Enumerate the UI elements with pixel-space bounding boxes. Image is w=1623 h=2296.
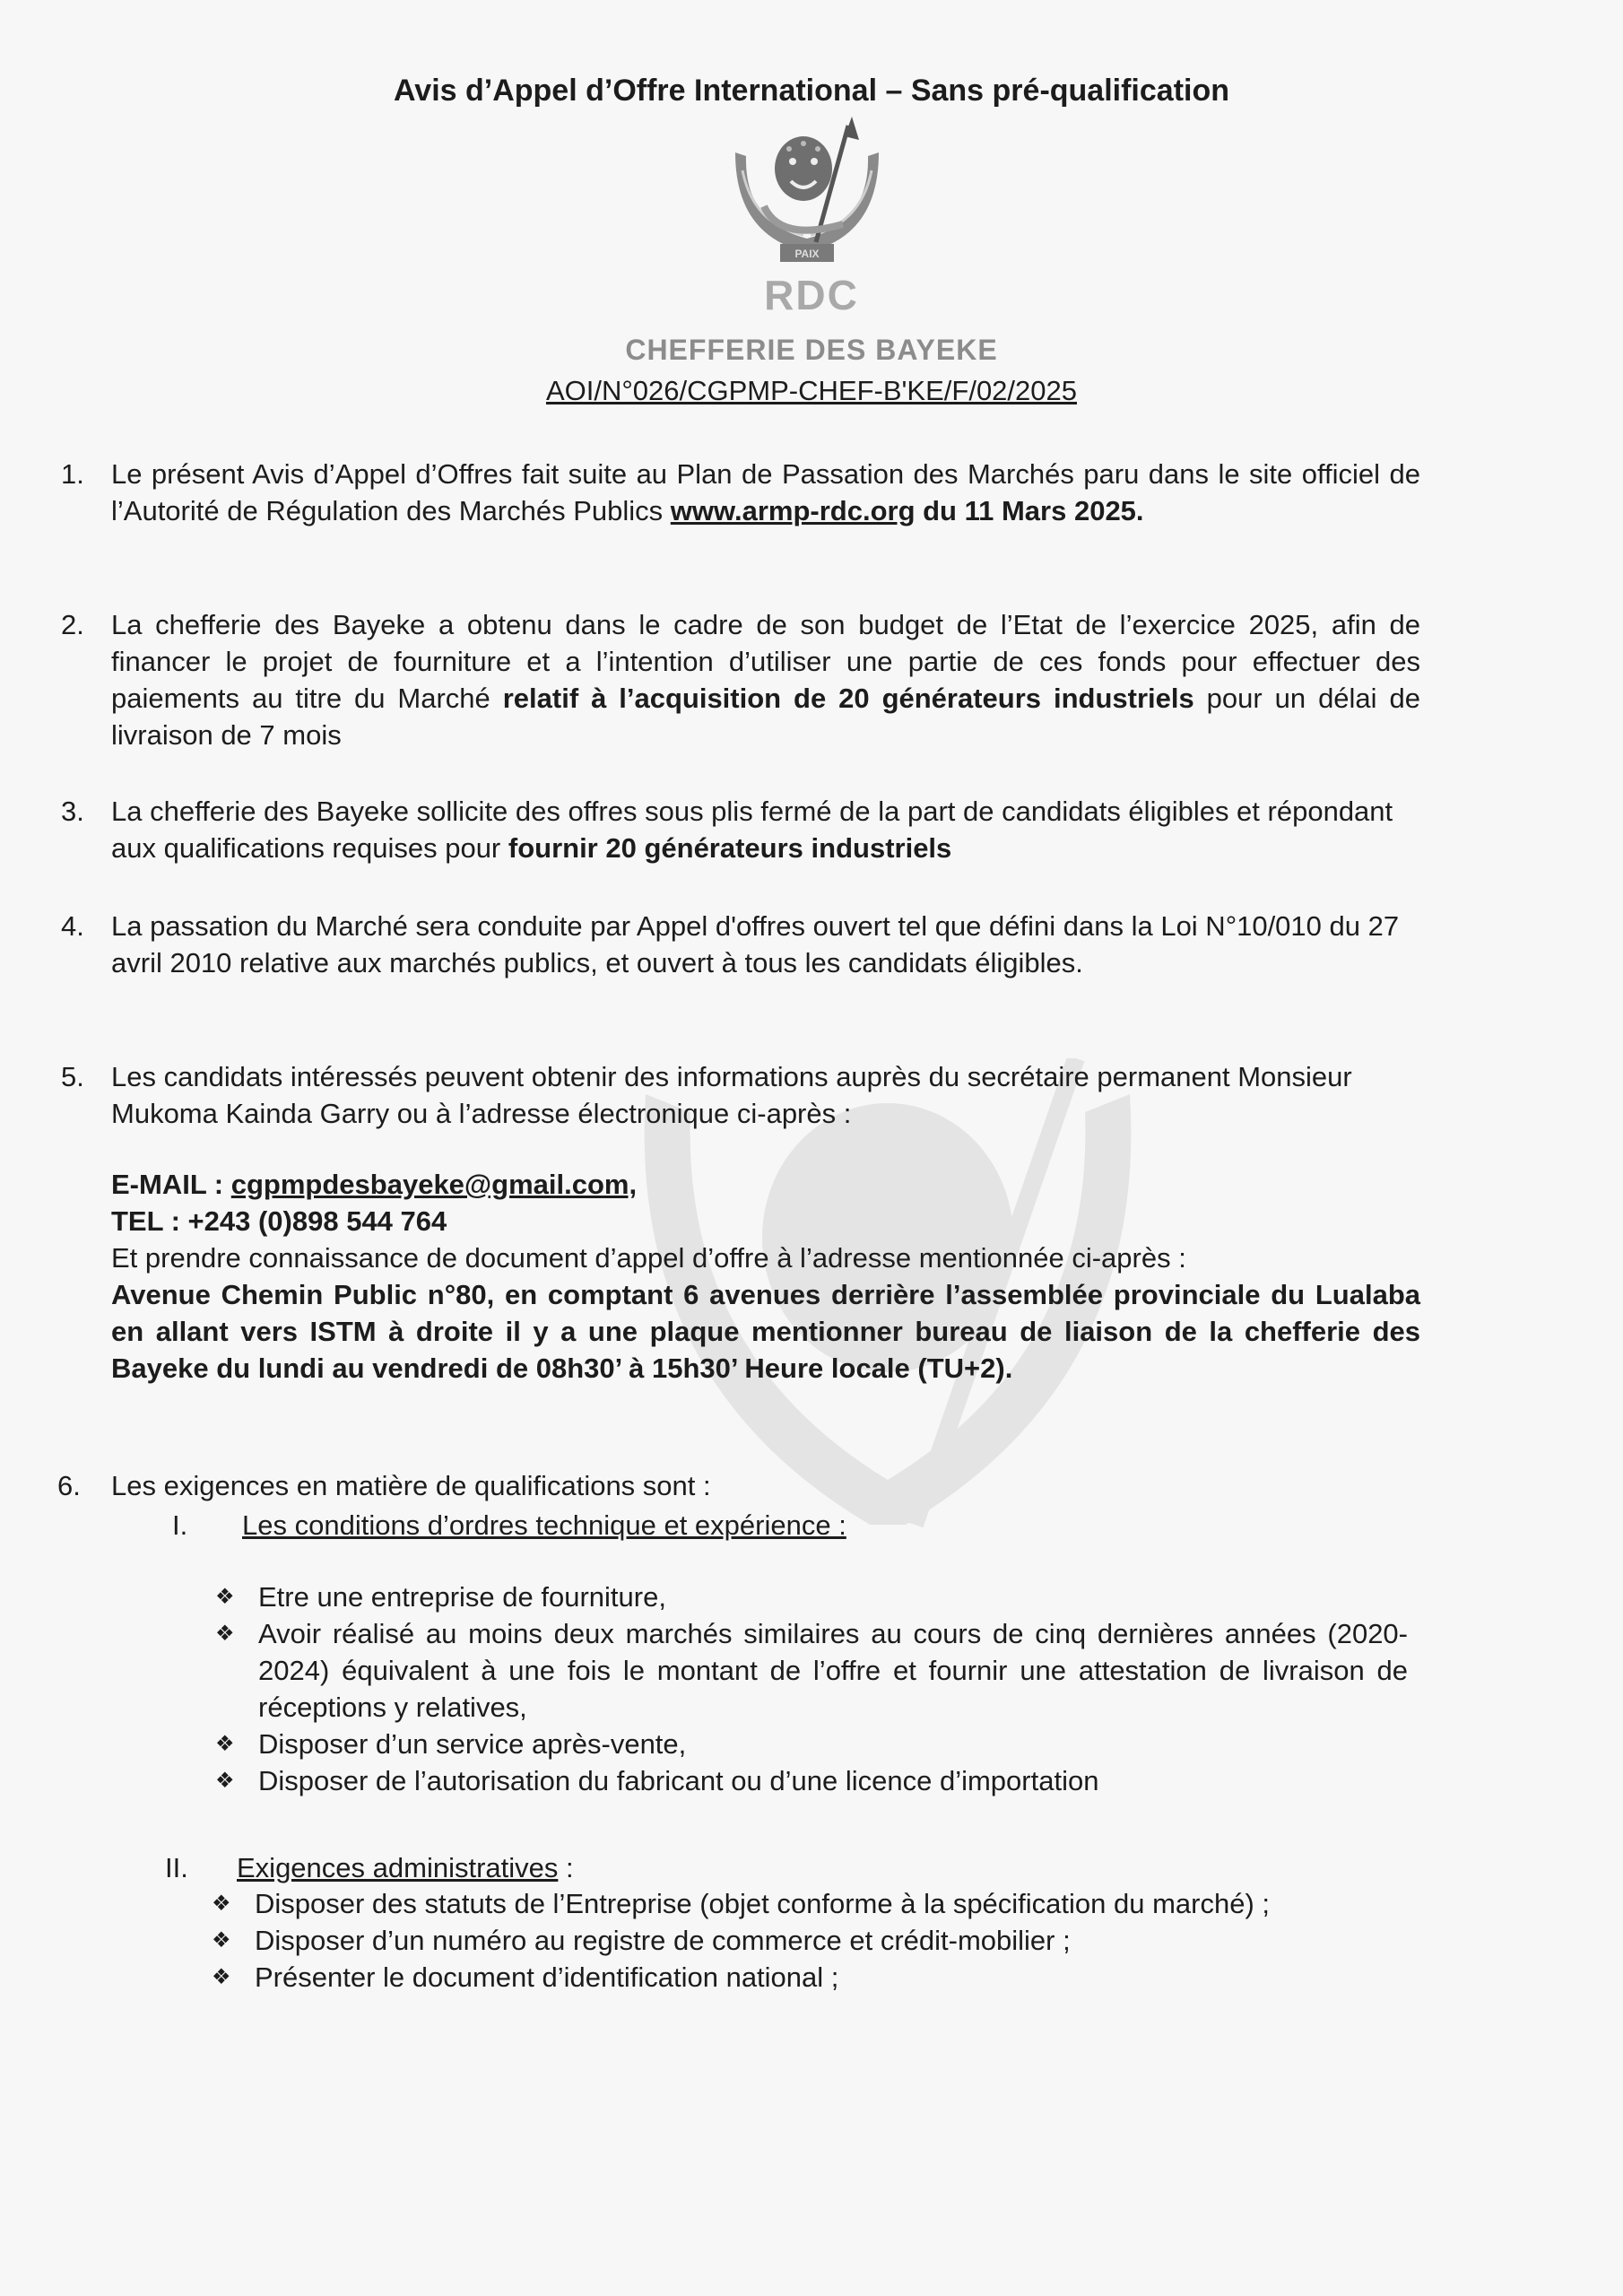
- list-item: ❖ Avoir réalisé au moins deux marchés similaires au cours de cinq dernières années (2020-2024) équivalent à une fois le montant de l’offre et fournir une attestation de livraison de réceptions y relatives,: [215, 1615, 1408, 1726]
- telephone: TEL : +243 (0)898 544 764: [111, 1205, 447, 1237]
- address: Avenue Chemin Public n°80, en comptant 6 avenues derrière l’assemblée provinciale du Lualaba en allant vers ISTM à droite il y a une plaque mentionner bureau de liaison de la chefferie des Bayeke du lundi au vendredi de 08h30’ à 15h30’ Heure locale (TU+2).: [111, 1279, 1420, 1384]
- section-4-text: La passation du Marché sera conduite par Appel d'offres ouvert tel que défini dans la Loi N°10/010 du 27 avril 2010 relative aux marchés publics, et ouvert à tous les candidats éligibles.: [111, 910, 1400, 978]
- administrative-requirements-list: [212, 1885, 1399, 1996]
- congo-coat-of-arms-icon: [717, 117, 897, 269]
- list-item: ❖ Disposer d’un numéro au registre de commerce et crédit-mobilier ;: [212, 1922, 1399, 1959]
- list-item: ❖ Etre une entreprise de fourniture,: [215, 1578, 1408, 1615]
- list-item: ❖ Disposer d’un service après-vente,: [215, 1726, 1408, 1762]
- email-label: E-MAIL :: [111, 1169, 231, 1200]
- section-4: [61, 908, 1420, 981]
- section-5: [61, 1058, 1420, 1132]
- bullet-icon: ❖: [212, 1965, 231, 1989]
- document-location-text: Et prendre connaissance de document d’appel d’offre à l’adresse mentionnée ci-après :: [111, 1242, 1186, 1274]
- section-2-text-b: pour un délai de livraison de 7 mois: [111, 683, 1420, 751]
- section-number: 2.: [61, 609, 84, 640]
- section-3-bold: fournir 20 générateurs industriels: [508, 832, 952, 864]
- bullet-icon: ❖: [215, 1732, 235, 1756]
- issuer-name: CHEFFERIE DES BAYEKE: [625, 334, 998, 366]
- bullet-icon: ❖: [215, 1769, 235, 1793]
- section-5-text: Les candidats intéressés peuvent obtenir des informations auprès du secrétaire permanent Monsieur Mukoma Kainda Garry ou à l’adresse électronique ci-après :: [111, 1061, 1352, 1129]
- section-number: 1.: [61, 458, 84, 490]
- list-item: ❖ Disposer de l’autorisation du fabricant ou d’une licence d’importation: [215, 1762, 1408, 1799]
- contact-block: [111, 1166, 1420, 1387]
- section-2: [61, 606, 1420, 753]
- reference-number: AOI/N°026/CGPMP-CHEF-B'KE/F/02/2025: [545, 375, 1077, 406]
- section-3: [61, 793, 1420, 866]
- bullet-icon: ❖: [215, 1622, 235, 1646]
- part-1-numeral: I.: [172, 1509, 188, 1541]
- section-number: 3.: [61, 796, 84, 827]
- section-1-text-a: Le présent Avis d’Appel d’Offres fait suite au Plan de Passation des Marchés paru dans le site officiel de l’Autorité de Régulation des Marchés Publics: [111, 458, 1420, 526]
- emblem-motto: PAIX: [794, 248, 820, 260]
- section-2-text-a: La chefferie des Bayeke a obtenu dans le cadre de son budget de l’Etat de l’exercice 2025, afin de financer le projet de fourniture et a l’intention d’utiliser une partie de ces fonds pour effectuer des paiements au titre du Marché: [111, 609, 1420, 714]
- section-6: [57, 1467, 1420, 1504]
- technical-requirements-list: [215, 1578, 1408, 1799]
- section-number: 6.: [57, 1470, 81, 1501]
- country-label: RDC: [764, 272, 859, 318]
- bullet-icon: ❖: [212, 1928, 231, 1952]
- section-number: 5.: [61, 1061, 84, 1092]
- bullet-icon: ❖: [215, 1585, 235, 1609]
- bullet-icon: ❖: [212, 1892, 231, 1916]
- section-1: [61, 456, 1420, 529]
- armp-link[interactable]: www.armp-rdc.org: [670, 495, 916, 526]
- list-item: ❖ Présenter le document d’identification national ;: [212, 1959, 1399, 1996]
- section-3-text-a: La chefferie des Bayeke sollicite des offres sous plis fermé de la part de candidats éligibles et répondant aux qualifications requises pour: [111, 796, 1393, 864]
- section-6-text: Les exigences en matière de qualifications sont :: [111, 1470, 711, 1501]
- section-1-text-b: du 11 Mars 2025.: [915, 495, 1144, 526]
- part-2-numeral: II.: [165, 1852, 188, 1883]
- list-item: ❖ Disposer des statuts de l’Entreprise (objet conforme à la spécification du marché) ;: [212, 1885, 1399, 1922]
- email-link[interactable]: cgpmpdesbayeke@gmail.com,: [230, 1169, 638, 1200]
- section-number: 4.: [61, 910, 84, 942]
- section-2-bold: relatif à l’acquisition de 20 générateurs industriels: [502, 683, 1194, 714]
- part-1-heading: Les conditions d’ordres technique et expérience :: [242, 1509, 846, 1541]
- notice-title: Avis d’Appel d’Offre International – Sans pré-qualification: [394, 74, 1229, 108]
- part-2-heading: Exigences administratives :: [237, 1852, 574, 1883]
